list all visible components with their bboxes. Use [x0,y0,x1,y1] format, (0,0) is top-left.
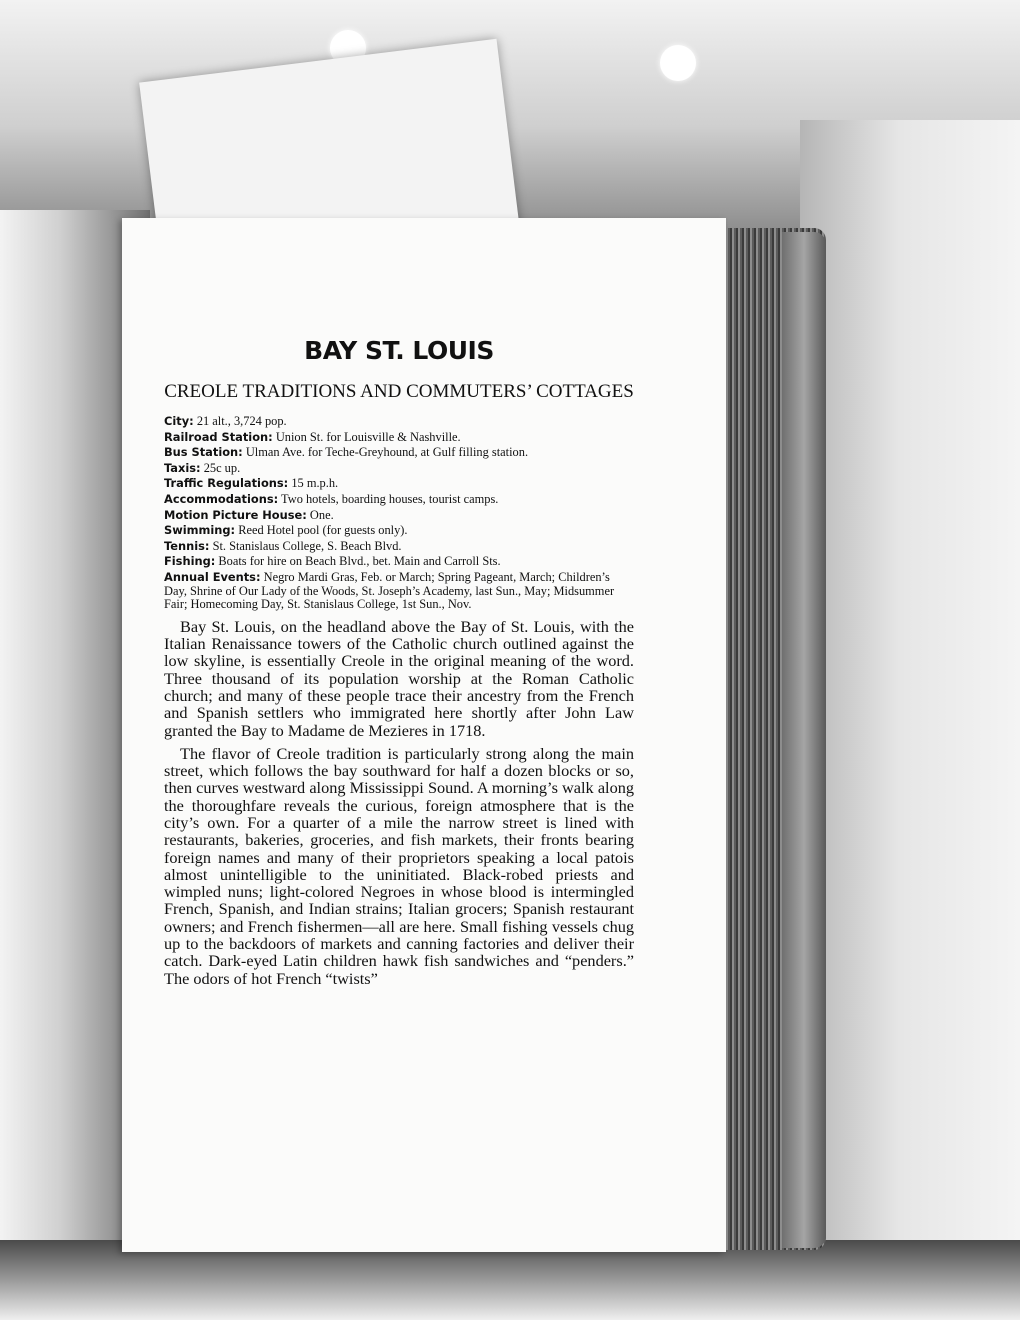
fact-value: Union St. for Louisville & Nashville. [275,429,461,444]
page-title: BAY ST. LOUIS [304,336,494,365]
fact-item [164,493,634,507]
fact-item [164,524,634,538]
fact-label: Swimming: [164,523,236,538]
fact-item [164,431,634,445]
fact-label: Accommodations: [164,491,279,506]
photocopy-background-right [800,120,1020,1280]
fact-label: Fishing: [164,554,216,569]
fact-item [164,540,634,554]
fact-item [164,555,634,569]
fact-value: Boats for hire on Beach Blvd., bet. Main and Carroll Sts. [218,554,501,569]
fact-item [164,462,634,476]
fact-value: One. [309,507,334,522]
book-page [122,218,726,1252]
fact-value: St. Stanislaus College, S. Beach Blvd. [212,538,402,553]
fact-value: Two hotels, boarding houses, tourist camps. [281,491,499,506]
fact-label: Tennis: [164,538,210,553]
fact-item [164,477,634,491]
fact-item [164,509,634,523]
fact-item [164,446,634,460]
fact-value: 25c up. [203,460,241,475]
fact-label: Bus Station: [164,445,243,460]
book-cover-board [782,232,826,1248]
fact-label: Taxis: [164,460,201,475]
photocopy-background-bottom [0,1240,1020,1320]
page-subtitle: CREOLE TRADITIONS AND COMMUTERS’ COTTAGES [164,381,634,402]
fact-value: 15 m.p.h. [291,476,339,491]
fact-value: 21 alt., 3,724 pop. [196,414,287,428]
fact-value: Ulman Ave. for Teche-Greyhound, at Gulf filling station. [245,445,529,460]
fact-item [164,571,634,612]
fact-label: Traffic Regulations: [164,476,289,491]
body-text [164,618,634,987]
paragraph: The flavor of Creole tradition is particularly strong along the main street, which follows the bay southward for half a dozen blocks or so, then curves westward along Mississippi Sound. A morning’s walk along the thoroughfare reveals the curious, foreign atmosphere that is the city’s own. For a quarter of a mile the narrow street is lined with restaurants, bakeries, groceries, and fish markets, their fronts bearing foreign names and many of their proprietors speaking a local patois almost unintelligible to the uninitiated. Black-robed priests and wimpled nuns; light-colored Negroes in whose blood is intermingled French, Spanish, and Indian strains; Italian grocers; Spanish restaurant owners; and French fishermen—all are here. Small fishing vessels chug up to the backdoors of markets and canning factories and deliver their catch. Dark-eyed Latin children hawk fish sandwiches and “penders.” The odors of hot French “twists” [164,743,634,988]
fact-label: City: [164,414,194,428]
fact-label: Annual Events: [164,569,261,584]
punch-hole [660,45,696,81]
page-content [164,336,634,993]
paragraph: Bay St. Louis, on the headland above the Bay of St. Louis, with the Italian Renaissance towers of the Catholic church outlined against the low skyline, is essentially Creole in the original meaning of the word. Three thousand of its population worship at the Roman Catholic church; and many of these people trace their ancestry from the French and Spanish settlers who immigrated here shortly after John Law granted the Bay to Madame de Mezieres in 1718. [164,616,634,740]
facts-list [164,415,634,612]
fact-label: Railroad Station: [164,429,273,444]
fact-value: Reed Hotel pool (for guests only). [238,523,408,538]
fact-value: Negro Mardi Gras, Feb. or March; Spring Pageant, March; Children’s Day, Shrine of Our Lady of the Woods, St. Joseph’s Academy, last Sun., May; Midsummer Fair; Homecoming Day, St. Stanislaus College, 1st Sun., Nov. [164,569,615,612]
fact-label: Motion Picture House: [164,507,307,522]
fact-item [164,415,634,429]
